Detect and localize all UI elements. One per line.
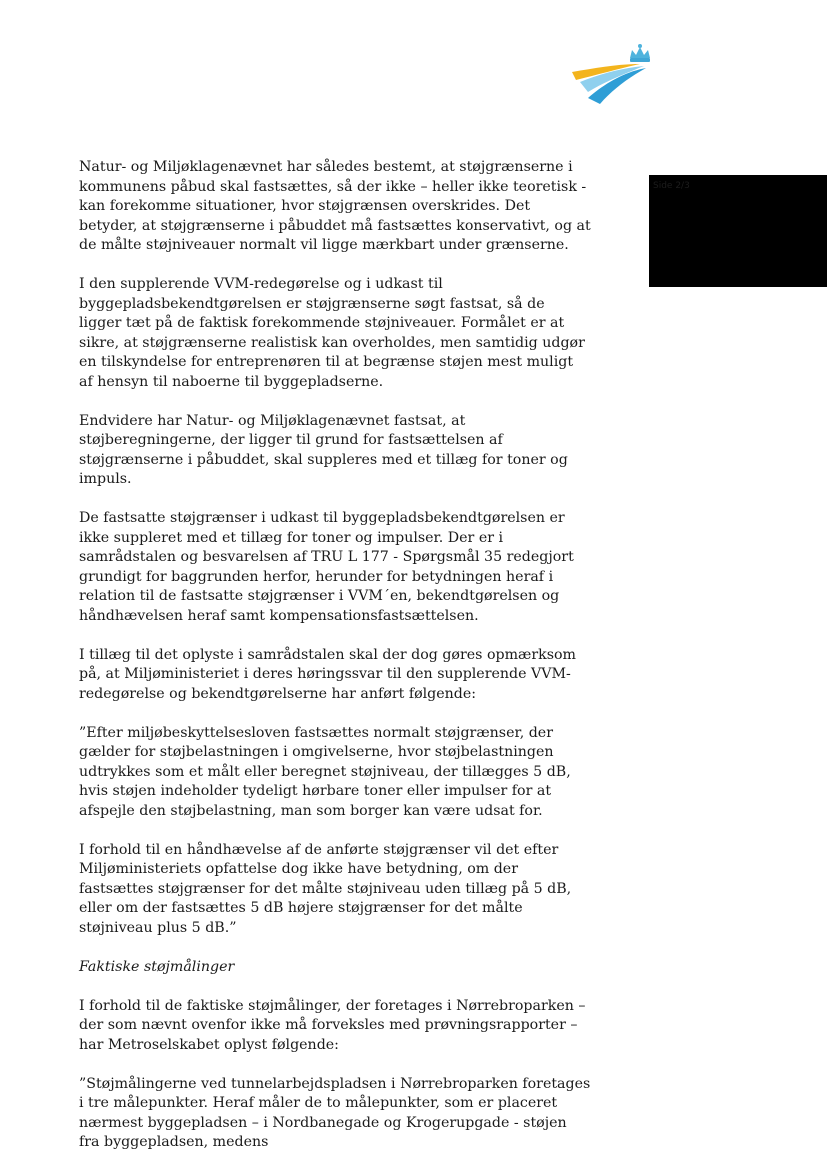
page-number-label: Side 2/3 (653, 181, 690, 191)
side-panel (649, 175, 827, 287)
section-paragraph-1: I forhold til de faktiske støjmålinger, der foretages i Nørrebroparken – der som nævnt ovenfor ikke må forveksles med prøvningsrapporter – har Metroselskabet oplyst følgende: (79, 997, 586, 1053)
section-heading: Faktiske støjmålinger (79, 958, 235, 975)
quote-paragraph-1: ”Efter miljøbeskyttelsesloven fastsættes normalt støjgrænser, der gælder for støjbelastningen i omgivelserne, hvor støjbelastningen udtrykkes som et målt eller beregnet støjniveau, der tillægges 5 dB, hvis støjen indeholder tydeligt hørbare toner eller impulser for at afspejle den støjbelastning, man som borger kan være udsat for. (79, 724, 571, 819)
logo (566, 42, 658, 108)
quote-paragraph-2: I forhold til en håndhævelse af de anførte støjgrænser vil det efter Miljøministeriets opfattelse dog ikke have betydning, om der fastsættes støjgrænser for det målte støjniveau uden tillæg på 5 dB, eller om der fastsættes 5 dB højere støjgrænser for det målte støjniveau plus 5 dB.” (79, 841, 572, 936)
document-body (79, 158, 591, 1172)
paragraph-4: De fastsatte støjgrænser i udkast til byggepladsbekendtgørelsen er ikke suppleret med et tillæg for toner og impulser. Der er i samrådstalen og besvarelsen af TRU L 177 - Spørgsmål 35 redegjort grundigt for baggrunden herfor, herunder for betydningen heraf i relation til de fastsatte støjgrænser i VVM´en, bekendtgørelsen og håndhævelsen heraf samt kompensationsfastsættelsen. (79, 510, 574, 624)
paragraph-1: Natur- og Miljøklagenævnet har således bestemt, at støjgrænserne i kommunens påbud skal fastsættes, så der ikke – heller ikke teoretisk - kan forekomme situationer, hvor støjgrænsen overskrides. Det betyder, at støjgrænserne i påbuddet må fastsættes konservativt, og at de målte støjniveauer normalt vil ligge mærkbart under grænserne. (79, 159, 591, 253)
section-paragraph-2: ”Støjmålingerne ved tunnelarbejdspladsen i Nørrebroparken foretages i tre målepunkter. Heraf måler de to målepunkter, som er placeret nærmest byggepladsen – i Nordbanegade og Krogerupgade - støjen fra byggepladsen, medens (79, 1075, 591, 1150)
paragraph-5: I tillæg til det oplyste i samrådstalen skal der dog gøres opmærksom på, at Miljøministeriet i deres høringssvar til den supplerende VVM-redegørelse og bekendtgørelserne har anført følgende: (79, 646, 577, 702)
paragraph-2: I den supplerende VVM-redegørelse og i udkast til byggepladsbekendtgørelsen er støjgrænserne søgt fastsat, så de ligger tæt på de faktisk forekommende støjniveauer. Formålet er at sikre, at støjgrænserne realistisk kan overholdes, men samtidig udgør en tilskyndelse for entreprenøren til at begrænse støjen mest muligt af hensyn til naboerne til byggepladserne. (79, 276, 585, 390)
crown-icon (630, 44, 650, 62)
paragraph-3: Endvidere har Natur- og Miljøklagenævnet fastsat, at støjberegningerne, der ligger til grund for fastsættelsen af støjgrænserne i påbuddet, skal suppleres med et tillæg for toner og impuls. (79, 412, 568, 487)
